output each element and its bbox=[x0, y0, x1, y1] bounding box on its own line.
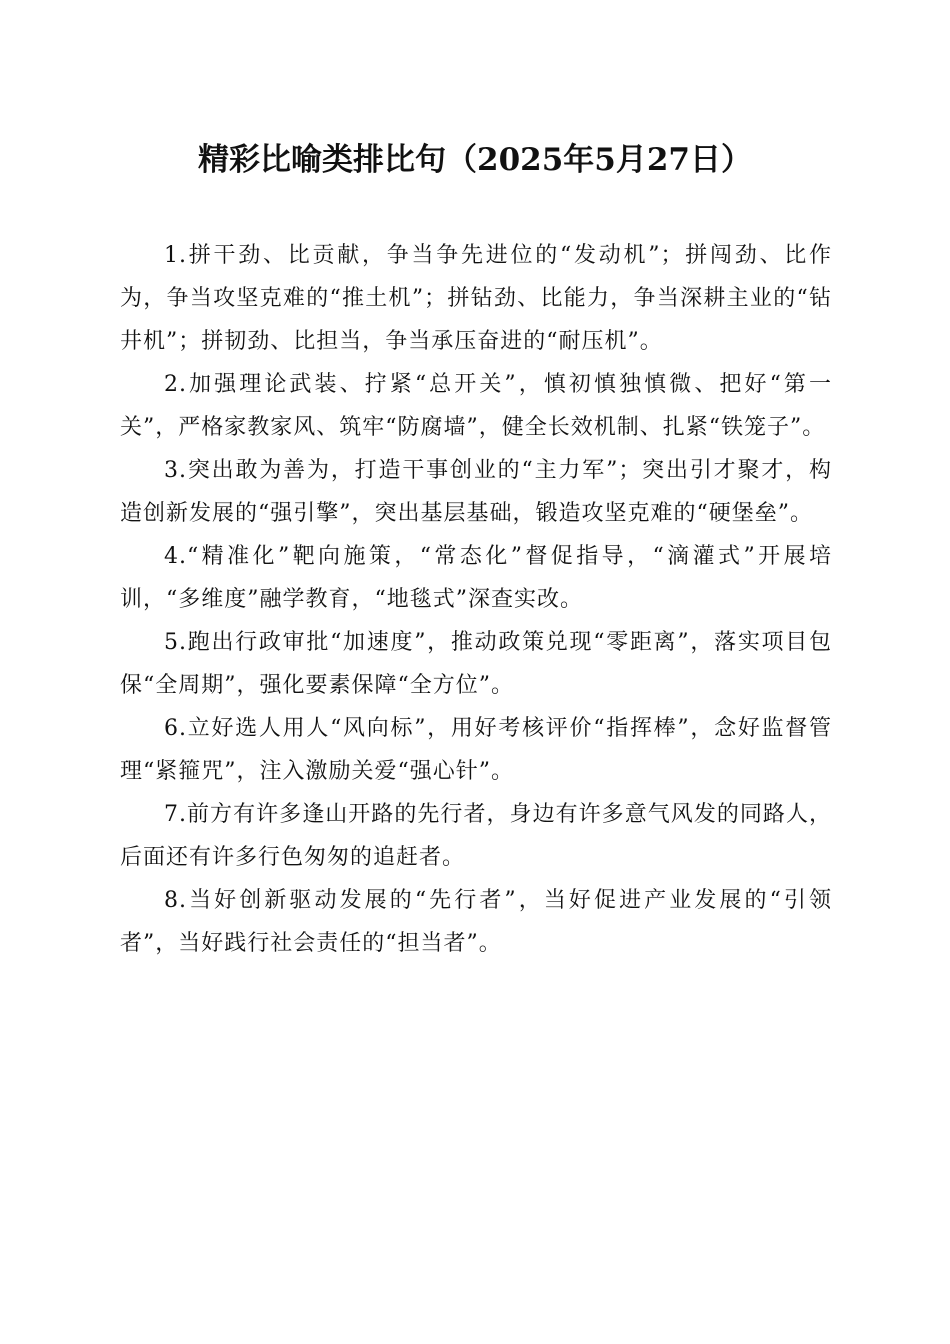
paragraph-8: 8.当好创新驱动发展的“先行者”，当好促进产业发展的“引领者”，当好践行社会责任的“担当者”。 bbox=[120, 888, 832, 956]
document-title: 精彩比喻类排比句（2025年5月27日） bbox=[198, 142, 752, 178]
paragraph-2: 2.加强理论武装、拧紧“总开关”，慎初慎独慎微、把好“第一关”，严格家教家风、筑牢“防腐墙”，健全长效机制、扎紧“铁笼子”。 bbox=[120, 372, 832, 440]
paragraph-6: 6.立好选人用人“风向标”，用好考核评价“指挥棒”，念好监督管理“紧箍咒”，注入激励关爱“强心针”。 bbox=[120, 716, 832, 784]
paragraph-4: 4.“精准化”靶向施策，“常态化”督促指导，“滴灌式”开展培训，“多维度”融学教育，“地毯式”深查实改。 bbox=[120, 544, 832, 612]
paragraph-3: 3.突出敢为善为，打造干事创业的“主力军”；突出引才聚才，构造创新发展的“强引擎”，突出基层基础，锻造攻坚克难的“硬堡垒”。 bbox=[120, 458, 832, 526]
document-body bbox=[120, 234, 832, 965]
paragraph-1: 1.拼干劲、比贡献，争当争先进位的“发动机”；拼闯劲、比作为，争当攻坚克难的“推土机”；拼钻劲、比能力，争当深耕主业的“钻井机”；拼韧劲、比担当，争当承压奋进的“耐压机”。 bbox=[120, 243, 832, 354]
paragraph-5: 5.跑出行政审批“加速度”，推动政策兑现“零距离”，落实项目包保“全周期”，强化要素保障“全方位”。 bbox=[120, 630, 832, 698]
paragraph-7: 7.前方有许多逢山开路的先行者，身边有许多意气风发的同路人，后面还有许多行色匆匆的追赶者。 bbox=[120, 802, 832, 870]
